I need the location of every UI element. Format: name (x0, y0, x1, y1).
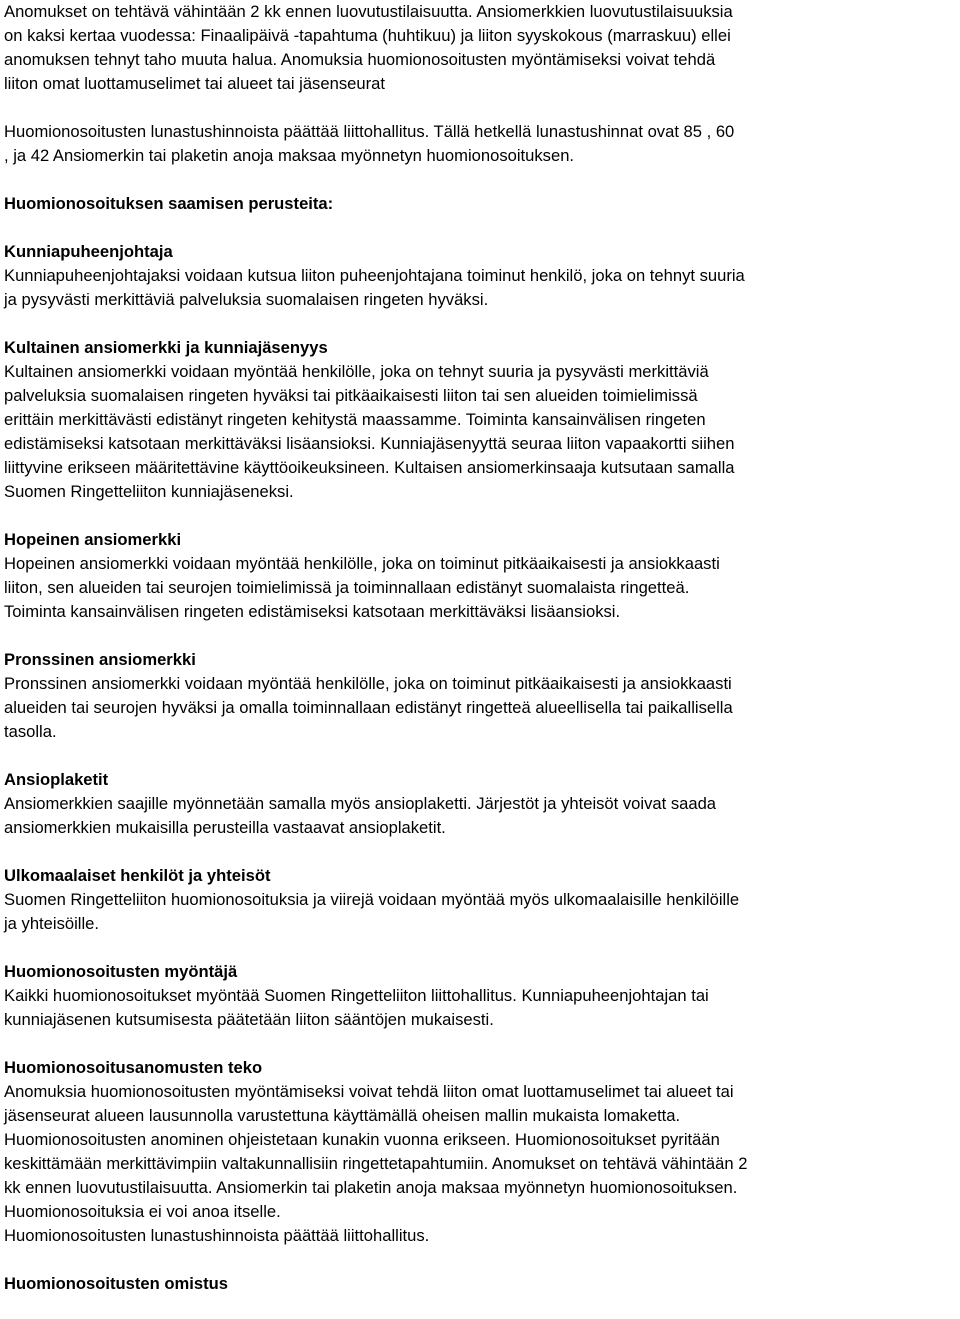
spacer (4, 168, 954, 192)
section-heading: Kultainen ansiomerkki ja kunniajäsenyys (4, 338, 328, 357)
intro-paragraph-1: Anomukset on tehtävä vähintään 2 kk ennen luovutustilaisuutta. Ansiomerkkien luovutustilaisuuksia on kaksi kertaa vuodessa: Finaalipäivä -tapahtuma (huhtikuu) ja liiton syyskokous (marraskuu) ellei anomuksen tehnyt taho muuta halua. Anomuksia huomionosoitusten myöntämiseksi voivat tehdä liiton omat luottamuselimet tai alueet tai jäsenseurat (4, 2, 733, 93)
spacer (4, 312, 954, 336)
section-heading: Hopeinen ansiomerkki (4, 530, 182, 549)
section-body: Suomen Ringetteliiton huomionosoituksia ja viirejä voidaan myöntää myös ulkomaalaisille henkilöille ja yhteisöille. (4, 890, 740, 933)
section-pronssinen-ansiomerkki (4, 648, 954, 744)
spacer (4, 840, 954, 864)
section-anomusten-teko (4, 1056, 954, 1248)
section-heading: Ansioplaketit (4, 770, 109, 789)
section-body: Anomuksia huomionosoitusten myöntämiseksi voivat tehdä liiton omat luottamuselimet tai alueet tai jäsenseurat alueen lausunnolla varustettuna käyttämällä oheisen mallin mukaista lomaketta. Huomionosoitusten anominen ohjeistetaan kunakin vuonna erikseen. Huomionosoitukset pyritään keskittämään merkittävimpiin valtakunnallisiin ringettetapahtumiin. Anomukset on tehtävä vähintään 2 kk ennen luovutustilaisuutta. Ansiomerkin tai plaketin anoja maksaa myönnetyn huomionosoituksen. Huomionosoituksia ei voi anoa itselle. Huomionosoitusten lunastushinnoista päättää liittohallitus. (4, 1082, 748, 1245)
section-heading: Huomionosoitusten myöntäjä (4, 962, 238, 981)
section-omistus (4, 1272, 954, 1296)
section-heading: Huomionosoitusten omistus (4, 1274, 229, 1293)
spacer (4, 96, 954, 120)
section-body: Ansiomerkkien saajille myönnetään samalla myös ansioplaketti. Järjestöt ja yhteisöt voivat saada ansiomerkkien mukaisilla perusteilla vastaavat ansioplaketit. (4, 794, 717, 837)
section-ulkomaalaiset (4, 864, 954, 936)
section-ansioplaketit (4, 768, 954, 840)
section-myontaja (4, 960, 954, 1032)
spacer (4, 624, 954, 648)
section-kultainen-ansiomerkki (4, 336, 954, 504)
section-heading: Ulkomaalaiset henkilöt ja yhteisöt (4, 866, 271, 885)
section-kunniapuheenjohtaja (4, 240, 954, 312)
section-body: Kunniapuheenjohtajaksi voidaan kutsua liiton puheenjohtajana toiminut henkilö, joka on tehnyt suuria ja pysyvästi merkittäviä palveluksia suomalaisen ringeten hyväksi. (4, 266, 745, 309)
section-body: Pronssinen ansiomerkki voidaan myöntää henkilölle, joka on toiminut pitkäaikaisesti ja ansiokkaasti alueiden tai seurojen hyväksi ja omalla toiminnallaan edistänyt ringetteä alueellisella tai paikallisella tasolla. (4, 674, 733, 741)
criteria-heading: Huomionosoituksen saamisen perusteita: (4, 194, 334, 213)
section-body: Hopeinen ansiomerkki voidaan myöntää henkilölle, joka on toiminut pitkäaikaisesti ja ansiokkaasti liiton, sen alueiden tai seurojen toimielimissä ja toiminnallaan edistänyt suomalaista ringetteä. Toiminta kansainvälisen ringeten edistämiseksi katsotaan merkittäväksi lisäansioksi. (4, 554, 720, 621)
section-heading: Kunniapuheenjohtaja (4, 242, 173, 261)
section-hopeinen-ansiomerkki (4, 528, 954, 624)
section-heading: Huomionosoitusanomusten teko (4, 1058, 263, 1077)
section-body: Kaikki huomionosoitukset myöntää Suomen Ringetteliiton liittohallitus. Kunniapuheenjohtajan tai kunniajäsenen kutsumisesta päätetään liiton sääntöjen mukaisesti. (4, 986, 709, 1029)
section-body: Kultainen ansiomerkki voidaan myöntää henkilölle, joka on tehnyt suuria ja pysyvästi merkittäviä palveluksia suomalaisen ringeten hyväksi tai pitkäaikaisesti liiton tai sen alueiden toimielimissä erittäin merkittävästi edistänyt ringeten kehitystä maassamme. Toiminta kansainvälisen ringeten edistämiseksi katsotaan merkittäväksi lisäansioksi. Kunniajäsenyyttä seuraa liiton vapaakortti siihen liittyvine erikseen määritettävine käyttöoikeuksineen. Kultaisen ansiomerkinsaaja kutsutaan samalla Suomen Ringetteliiton kunniajäseneksi. (4, 362, 735, 501)
section-heading: Pronssinen ansiomerkki (4, 650, 196, 669)
spacer (4, 504, 954, 528)
spacer (4, 216, 954, 240)
spacer (4, 744, 954, 768)
spacer (4, 936, 954, 960)
spacer (4, 1032, 954, 1056)
spacer (4, 1248, 954, 1272)
intro-paragraph-2: Huomionosoitusten lunastushinnoista päättää liittohallitus. Tällä hetkellä lunastushinnat ovat 85 , 60 , ja 42 Ansiomerkin tai plaketin anoja maksaa myönnetyn huomionosoituksen. (4, 122, 735, 165)
